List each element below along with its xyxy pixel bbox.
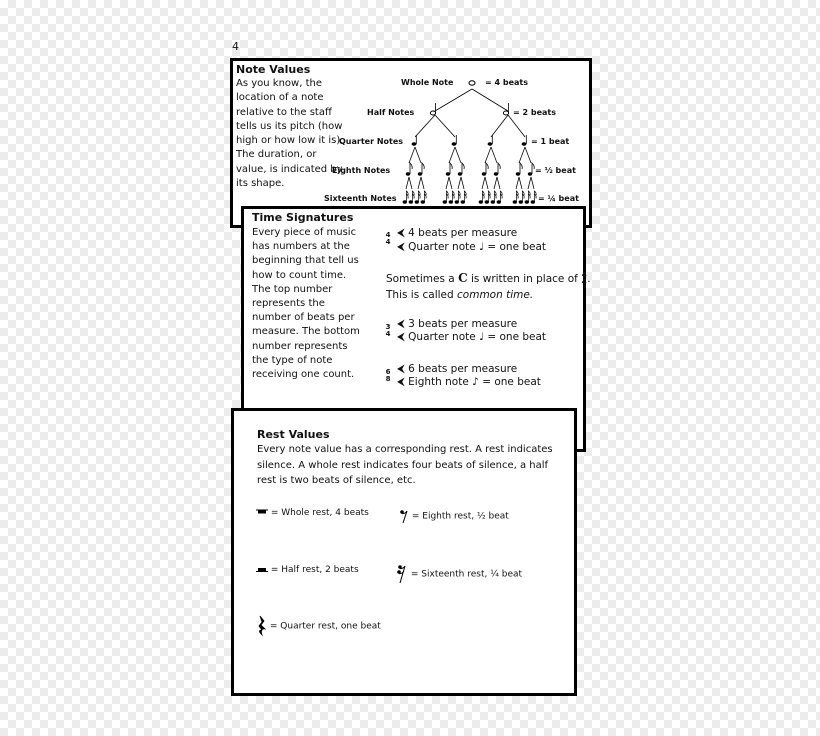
sixteenth-notes-label: Sixteenth Notes: [324, 194, 397, 203]
time-sig-4-4-top: 4: [385, 230, 391, 239]
quarter-note-icon: ♩: [479, 241, 485, 253]
ex1-line2a: Quarter note: [408, 241, 476, 253]
sixteenth-note-stem: [500, 191, 502, 202]
half-notes-label: Half Notes: [367, 108, 415, 117]
sixteenth-note-stem: [424, 191, 426, 202]
arrow-icon: ⮜: [397, 362, 405, 375]
common-frac-bottom: 4: [581, 278, 587, 286]
time-sig-3-4: [385, 320, 391, 339]
half-rest-label: = Half rest, 2 beats: [270, 565, 359, 575]
time-signatures-body: Every piece of music has numbers at the beginning that tell us how to count time. The top number represents the number of beats per measure. The bottom number represents the type of note receiving one count.: [252, 227, 360, 381]
note-values-title: Note Values: [236, 63, 311, 76]
half-rest-icon: [256, 566, 268, 574]
sixteenth-note-stem: [482, 191, 484, 202]
sixteenth-note-stem: [464, 191, 466, 202]
whole-note-value: = 4 beats: [485, 78, 528, 87]
sixteenth-note-stem: [452, 191, 454, 202]
sixteenth-note-stem: [406, 191, 408, 202]
ex1-line2b: = one beat: [487, 241, 547, 253]
time-sig-6-8-top: 6: [385, 367, 391, 376]
time-sig-6-8: [385, 365, 391, 384]
sixteenth-note-stem: [534, 191, 536, 202]
time-sig-4-4: [385, 228, 391, 247]
common-line2a: This is called: [386, 289, 454, 301]
sixteenth-note-stem: [522, 191, 524, 202]
whole-rest-label: = Whole rest, 4 beats: [270, 508, 369, 518]
ex1-line1: 4 beats per measure: [408, 227, 518, 239]
quarter-rest-label: = Quarter rest, one beat: [269, 621, 381, 632]
note-values-box: [230, 58, 592, 228]
arrow-icon: ⮜: [397, 375, 405, 388]
arrow-icon: ⮜: [397, 330, 405, 343]
time-signatures-title: Time Signatures: [252, 211, 354, 224]
sixteenth-rest-label: = Sixteenth rest, ¼ beat: [410, 569, 523, 580]
sixteenth-note-stem: [458, 191, 460, 202]
sixteenth-notes-value: = ¼ beat: [538, 194, 579, 203]
arrow-icon: ⮜: [397, 226, 405, 239]
quarter-notes-label: Quarter Notes: [339, 137, 404, 146]
time-sig-3-4-bottom: 4: [385, 329, 391, 338]
time-sig-4-4-bottom: 4: [385, 237, 391, 246]
ex3-line2b: = one beat: [482, 376, 541, 388]
eighth-notes-label: Eighth Notes: [332, 166, 391, 175]
ex3-line2a: Eighth note: [408, 376, 469, 388]
time-signatures-box: Time Signatures Every piece of music has numbers at the beginning that tell us how to count time. The top number represents the number of beats per measure. The bottom number represents the type of note receiving one count. 4 4 ⮜ 4 beats per measure ⮜ Quarter note ♩ = one beat Sometimes a C is written in place of 4 4. This is called common time. 3 4 ⮜ 3 beats per measure ⮜ Quarter note ♩ = one beat 6 8 ⮜ 6 beats per measure ⮜ Eighth note ♪ = one beat: [241, 206, 586, 452]
common-line1a: Sometimes a: [386, 273, 455, 285]
eighth-note-icon: ♪: [472, 376, 479, 388]
whole-rest-icon: [256, 509, 268, 517]
time-sig-3-4-top: 3: [385, 322, 391, 331]
sixteenth-note-stem: [418, 191, 420, 202]
note-values-body: As you know, the location of a note relative to the staff tells us its pitch (how high or how low it is). The duration, or value, is indicated by its shape.: [236, 78, 344, 190]
sixteenth-note-stem: [528, 191, 530, 202]
sixteenth-note-stem: [488, 191, 490, 202]
rest-values-title: Rest Values: [257, 428, 330, 441]
eighth-rest-icon: [399, 508, 409, 524]
whole-note-label: Whole Note: [401, 78, 454, 87]
quarter-note-icon: ♩: [479, 331, 485, 343]
sixteenth-note-stem: [412, 191, 414, 202]
common-line2b: common time.: [457, 289, 534, 301]
rest-values-box: [231, 408, 577, 696]
ex3-line1: 6 beats per measure: [408, 363, 518, 375]
common-line1b: is written in place of: [471, 273, 578, 285]
rest-values-body: Every note value has a corresponding rest. A rest indicates silence. A whole rest indicates four beats of silence, a half rest is two beats of silence, etc.: [257, 444, 553, 486]
quarter-notes-value: = 1 beat: [531, 137, 570, 146]
sixteenth-note-stem: [494, 191, 496, 202]
ex2-line1: 3 beats per measure: [408, 318, 518, 330]
note-tree-diagram: [233, 61, 589, 225]
eighth-notes-value: = ½ beat: [535, 166, 576, 175]
sixteenth-note-stem: [446, 191, 448, 202]
sixteenth-note-stem: [516, 191, 518, 202]
common-time-c-icon: C: [458, 271, 468, 285]
common-frac-top: 4: [581, 271, 587, 279]
ex2-line2a: Quarter note: [408, 331, 476, 343]
ex2-line2b: = one beat: [487, 331, 547, 343]
time-sig-6-8-bottom: 8: [385, 374, 391, 383]
quarter-rest-icon: [257, 615, 267, 637]
arrow-icon: ⮜: [397, 240, 405, 253]
eighth-rest-label: = Eighth rest, ½ beat: [411, 511, 509, 522]
arrow-icon: ⮜: [397, 317, 405, 330]
page-number: 4: [232, 40, 239, 53]
half-notes-value: = 2 beats: [513, 108, 556, 117]
sixteenth-rest-icon: [396, 564, 408, 584]
